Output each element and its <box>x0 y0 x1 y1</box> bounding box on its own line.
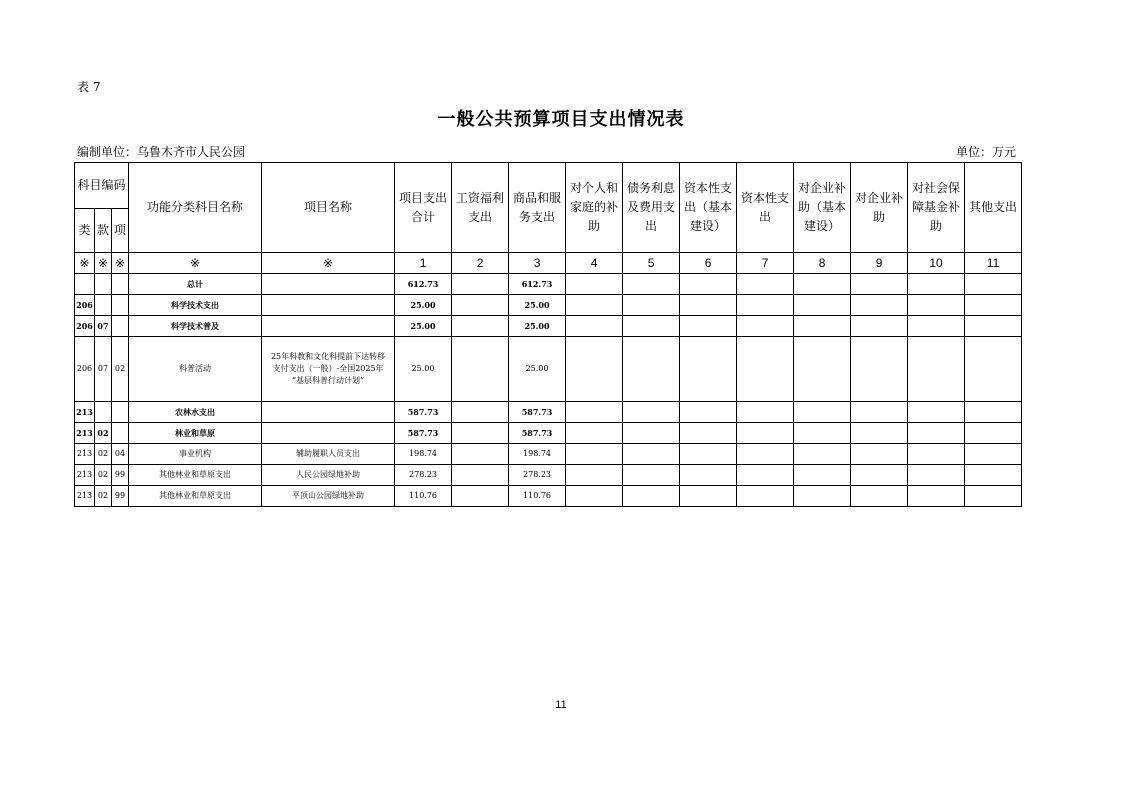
table-row <box>75 402 1022 423</box>
lei-cell: 206 <box>75 316 95 337</box>
table-number-label: 表 7 <box>77 80 101 94</box>
xiang-cell <box>112 295 129 316</box>
kuan-cell <box>95 295 112 316</box>
unit-label: 单位：万元 <box>955 145 1016 159</box>
project-cell: 辅助履职人员支出 <box>262 444 395 465</box>
project-cell: 平顶山公园绿地补助 <box>262 486 395 507</box>
lei-cell: 213 <box>75 465 95 486</box>
xiang-cell: 99 <box>112 486 129 507</box>
lei-cell: 213 <box>75 423 95 444</box>
page-number: 11 <box>555 699 567 711</box>
goods-cell: 25.00 <box>509 337 566 402</box>
total-cell: 278.23 <box>395 465 452 486</box>
header-xiang: 项 <box>112 209 129 253</box>
index-cell: 5 <box>623 253 680 274</box>
index-cell: 11 <box>965 253 1022 274</box>
func-name-cell: 农林水支出 <box>129 402 262 423</box>
project-line: 25年科教和文化科提前下达转移 <box>270 352 386 361</box>
project-cell: 人民公园绿地补助 <box>262 465 395 486</box>
organization-label: 编制单位：乌鲁木齐市人民公园 <box>77 145 246 159</box>
header-col-6: 资本性支出（基本建设） <box>680 163 737 253</box>
marker-row <box>75 253 1022 274</box>
wage-cell <box>452 337 509 402</box>
func-name-cell: 科学技术支出 <box>129 295 262 316</box>
marker-cell: ※ <box>262 253 395 274</box>
table-row <box>75 337 1022 402</box>
total-cell: 25.00 <box>395 337 452 402</box>
func-name-cell: 其他林业和草原支出 <box>129 486 262 507</box>
header-col-9: 对企业补助 <box>851 163 908 253</box>
header-col-2: 工资福利支出 <box>452 163 509 253</box>
lei-cell: 206 <box>75 337 95 402</box>
kuan-cell <box>95 402 112 423</box>
func-name-cell: 事业机构 <box>129 444 262 465</box>
xiang-cell <box>112 402 129 423</box>
goods-cell: 612.73 <box>509 274 566 295</box>
wage-cell <box>452 444 509 465</box>
func-name-cell: 科学技术普及 <box>129 316 262 337</box>
header-func-name: 功能分类科目名称 <box>129 163 262 253</box>
total-cell: 110.76 <box>395 486 452 507</box>
index-cell: 7 <box>737 253 794 274</box>
header-col-5: 债务利息及费用支出 <box>623 163 680 253</box>
table-row <box>75 465 1022 486</box>
header-col-11: 其他支出 <box>965 163 1022 253</box>
goods-cell: 198.74 <box>509 444 566 465</box>
wage-cell <box>452 274 509 295</box>
wage-cell <box>452 316 509 337</box>
table-row <box>75 423 1022 444</box>
marker-cell: ※ <box>75 253 95 274</box>
index-cell: 10 <box>908 253 965 274</box>
lei-cell: 213 <box>75 486 95 507</box>
project-cell <box>262 423 395 444</box>
goods-cell: 587.73 <box>509 402 566 423</box>
index-cell: 9 <box>851 253 908 274</box>
table-row <box>75 274 1022 295</box>
wage-cell <box>452 465 509 486</box>
project-cell <box>262 402 395 423</box>
header-col-1: 项目支出合计 <box>395 163 452 253</box>
index-cell: 6 <box>680 253 737 274</box>
header-col-8: 对企业补助（基本建设） <box>794 163 851 253</box>
total-cell: 612.73 <box>395 274 452 295</box>
marker-cell: ※ <box>129 253 262 274</box>
goods-cell: 587.73 <box>509 423 566 444</box>
budget-table <box>74 162 1022 507</box>
xiang-cell <box>112 316 129 337</box>
total-cell: 587.73 <box>395 402 452 423</box>
lei-cell: 206 <box>75 295 95 316</box>
project-cell <box>262 295 395 316</box>
table-row <box>75 444 1022 465</box>
index-cell: 8 <box>794 253 851 274</box>
goods-cell: 25.00 <box>509 295 566 316</box>
kuan-cell: 02 <box>95 465 112 486</box>
xiang-cell <box>112 423 129 444</box>
index-cell: 1 <box>395 253 452 274</box>
header-project-name: 项目名称 <box>262 163 395 253</box>
index-cell: 2 <box>452 253 509 274</box>
total-cell: 198.74 <box>395 444 452 465</box>
project-line: “基层科普行动计划” <box>291 376 365 385</box>
goods-cell: 25.00 <box>509 316 566 337</box>
index-cell: 4 <box>566 253 623 274</box>
lei-cell: 213 <box>75 444 95 465</box>
project-cell <box>262 337 395 402</box>
func-name-cell: 科普活动 <box>129 337 262 402</box>
func-name-cell: 林业和草原 <box>129 423 262 444</box>
index-cell: 3 <box>509 253 566 274</box>
header-code-group: 科目编码 <box>75 163 129 209</box>
lei-cell: 213 <box>75 402 95 423</box>
kuan-cell: 02 <box>95 444 112 465</box>
header-col-7: 资本性支出 <box>737 163 794 253</box>
project-cell <box>262 274 395 295</box>
header-col-3: 商品和服务支出 <box>509 163 566 253</box>
project-line: 支付支出（一般）-全国2025年 <box>272 364 384 373</box>
wage-cell <box>452 402 509 423</box>
header-col-10: 对社会保障基金补助 <box>908 163 965 253</box>
total-cell: 587.73 <box>395 423 452 444</box>
xiang-cell: 99 <box>112 465 129 486</box>
marker-cell: ※ <box>95 253 112 274</box>
header-col-4: 对个人和家庭的补助 <box>566 163 623 253</box>
wage-cell <box>452 486 509 507</box>
wage-cell <box>452 423 509 444</box>
kuan-cell: 07 <box>95 337 112 402</box>
table-row <box>75 486 1022 507</box>
table-row <box>75 316 1022 337</box>
kuan-cell: 02 <box>95 423 112 444</box>
header-lei: 类 <box>75 209 95 253</box>
table-row <box>75 295 1022 316</box>
total-cell: 25.00 <box>395 316 452 337</box>
header-row <box>75 163 1022 209</box>
marker-cell: ※ <box>112 253 129 274</box>
total-cell: 25.00 <box>395 295 452 316</box>
goods-cell: 110.76 <box>509 486 566 507</box>
project-cell <box>262 316 395 337</box>
xiang-cell <box>112 274 129 295</box>
header-kuan: 款 <box>95 209 112 253</box>
page-title: 一般公共预算项目支出情况表 <box>437 109 685 130</box>
goods-cell: 278.23 <box>509 465 566 486</box>
xiang-cell: 04 <box>112 444 129 465</box>
lei-cell <box>75 274 95 295</box>
xiang-cell: 02 <box>112 337 129 402</box>
kuan-cell: 02 <box>95 486 112 507</box>
func-name-cell: 其他林业和草原支出 <box>129 465 262 486</box>
kuan-cell <box>95 274 112 295</box>
func-name-cell: 总计 <box>129 274 262 295</box>
wage-cell <box>452 295 509 316</box>
kuan-cell: 07 <box>95 316 112 337</box>
